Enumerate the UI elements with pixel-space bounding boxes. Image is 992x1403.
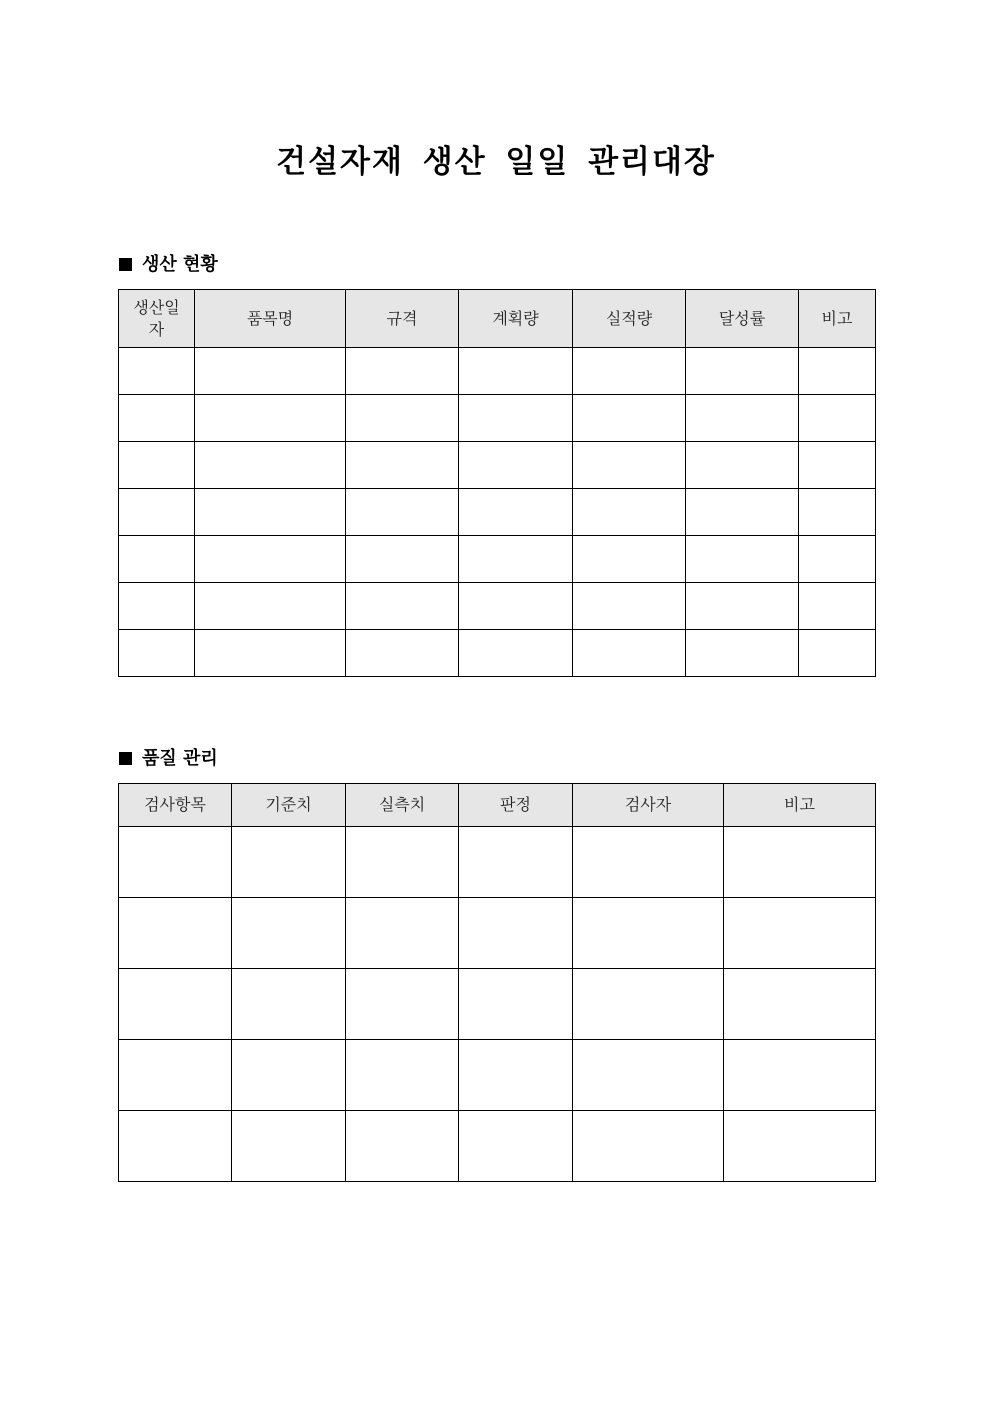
table-cell[interactable] [346, 442, 459, 489]
column-header-item-name: 품목명 [195, 290, 346, 348]
column-header-achievement-rate: 달성률 [686, 290, 799, 348]
table-cell[interactable] [119, 1111, 232, 1182]
table-cell[interactable] [573, 1040, 724, 1111]
table-cell[interactable] [232, 969, 346, 1040]
table-row [119, 1040, 876, 1111]
table-cell[interactable] [573, 969, 724, 1040]
table-cell[interactable] [573, 1111, 724, 1182]
table-header-row [119, 290, 876, 348]
table-cell[interactable] [195, 536, 346, 583]
square-bullet-icon [119, 258, 132, 271]
table-cell[interactable] [195, 583, 346, 630]
table-cell[interactable] [799, 630, 876, 677]
table-cell[interactable] [346, 536, 459, 583]
table-row [119, 1111, 876, 1182]
table-cell[interactable] [686, 442, 799, 489]
table-cell[interactable] [686, 583, 799, 630]
table-cell[interactable] [119, 489, 195, 536]
quality-table [118, 783, 876, 1182]
table-cell[interactable] [346, 969, 459, 1040]
table-header-row [119, 784, 876, 827]
table-row [119, 348, 876, 395]
table-cell[interactable] [232, 827, 346, 898]
table-cell[interactable] [573, 630, 686, 677]
table-cell[interactable] [799, 489, 876, 536]
column-header-production-date: 생산일 자 [119, 290, 195, 348]
table-cell[interactable] [724, 1040, 876, 1111]
table-cell[interactable] [346, 827, 459, 898]
section-heading-label: 품질 관리 [142, 748, 218, 769]
table-cell[interactable] [573, 898, 724, 969]
table-cell[interactable] [799, 442, 876, 489]
column-header-measured-value: 실측치 [346, 784, 459, 827]
table-cell[interactable] [346, 348, 459, 395]
section-heading-production [119, 254, 218, 276]
table-cell[interactable] [119, 536, 195, 583]
table-cell[interactable] [119, 898, 232, 969]
table-cell[interactable] [799, 348, 876, 395]
table-cell[interactable] [119, 969, 232, 1040]
table-cell[interactable] [346, 1040, 459, 1111]
column-header-inspector: 검사자 [573, 784, 724, 827]
table-cell[interactable] [346, 489, 459, 536]
table-cell[interactable] [459, 348, 573, 395]
table-cell[interactable] [119, 1040, 232, 1111]
table-cell[interactable] [799, 395, 876, 442]
column-header-actual-qty: 실적량 [573, 290, 686, 348]
table-cell[interactable] [799, 536, 876, 583]
production-table [118, 289, 876, 677]
table-cell[interactable] [686, 630, 799, 677]
table-cell[interactable] [346, 630, 459, 677]
table-cell[interactable] [232, 1040, 346, 1111]
table-cell[interactable] [119, 630, 195, 677]
table-cell[interactable] [195, 442, 346, 489]
table-cell[interactable] [686, 536, 799, 583]
table-cell[interactable] [195, 630, 346, 677]
table-cell[interactable] [346, 1111, 459, 1182]
table-row [119, 630, 876, 677]
table-cell[interactable] [573, 583, 686, 630]
column-header-spec: 규격 [346, 290, 459, 348]
table-cell[interactable] [686, 489, 799, 536]
column-header-planned-qty: 계획량 [459, 290, 573, 348]
column-header-remarks: 비고 [799, 290, 876, 348]
table-cell[interactable] [232, 1111, 346, 1182]
table-row [119, 898, 876, 969]
table-cell[interactable] [686, 348, 799, 395]
section-heading-quality [119, 748, 218, 770]
table-cell[interactable] [573, 395, 686, 442]
table-cell[interactable] [459, 969, 573, 1040]
table-row [119, 442, 876, 489]
table-cell[interactable] [119, 348, 195, 395]
column-header-remarks: 비고 [724, 784, 876, 827]
table-cell[interactable] [195, 395, 346, 442]
table-cell[interactable] [459, 630, 573, 677]
table-cell[interactable] [724, 969, 876, 1040]
column-header-inspection-item: 검사항목 [119, 784, 232, 827]
table-cell[interactable] [119, 442, 195, 489]
table-row [119, 583, 876, 630]
table-row [119, 969, 876, 1040]
table-row [119, 827, 876, 898]
table-cell[interactable] [459, 489, 573, 536]
square-bullet-icon [119, 752, 132, 765]
table-cell[interactable] [459, 1040, 573, 1111]
table-cell[interactable] [346, 395, 459, 442]
table-cell[interactable] [346, 583, 459, 630]
table-cell[interactable] [573, 489, 686, 536]
table-cell[interactable] [195, 348, 346, 395]
table-cell[interactable] [232, 898, 346, 969]
table-cell[interactable] [799, 583, 876, 630]
table-cell[interactable] [724, 1111, 876, 1182]
table-cell[interactable] [573, 536, 686, 583]
table-cell[interactable] [459, 898, 573, 969]
table-cell[interactable] [195, 489, 346, 536]
section-heading-label: 생산 현황 [142, 254, 218, 275]
table-cell[interactable] [724, 827, 876, 898]
table-cell[interactable] [459, 1111, 573, 1182]
table-cell[interactable] [346, 898, 459, 969]
table-row [119, 395, 876, 442]
table-cell[interactable] [459, 583, 573, 630]
table-cell[interactable] [573, 442, 686, 489]
column-header-standard-value: 기준치 [232, 784, 346, 827]
table-cell[interactable] [724, 898, 876, 969]
table-cell[interactable] [119, 583, 195, 630]
table-row [119, 536, 876, 583]
table-cell[interactable] [119, 395, 195, 442]
table-cell[interactable] [459, 536, 573, 583]
table-row [119, 489, 876, 536]
table-cell[interactable] [573, 348, 686, 395]
page-title: 건설자재 생산 일일 관리대장 [276, 144, 716, 180]
table-cell[interactable] [686, 395, 799, 442]
table-cell[interactable] [119, 827, 232, 898]
table-cell[interactable] [573, 827, 724, 898]
table-cell[interactable] [459, 395, 573, 442]
column-header-judgment: 판정 [459, 784, 573, 827]
table-cell[interactable] [459, 442, 573, 489]
table-cell[interactable] [459, 827, 573, 898]
